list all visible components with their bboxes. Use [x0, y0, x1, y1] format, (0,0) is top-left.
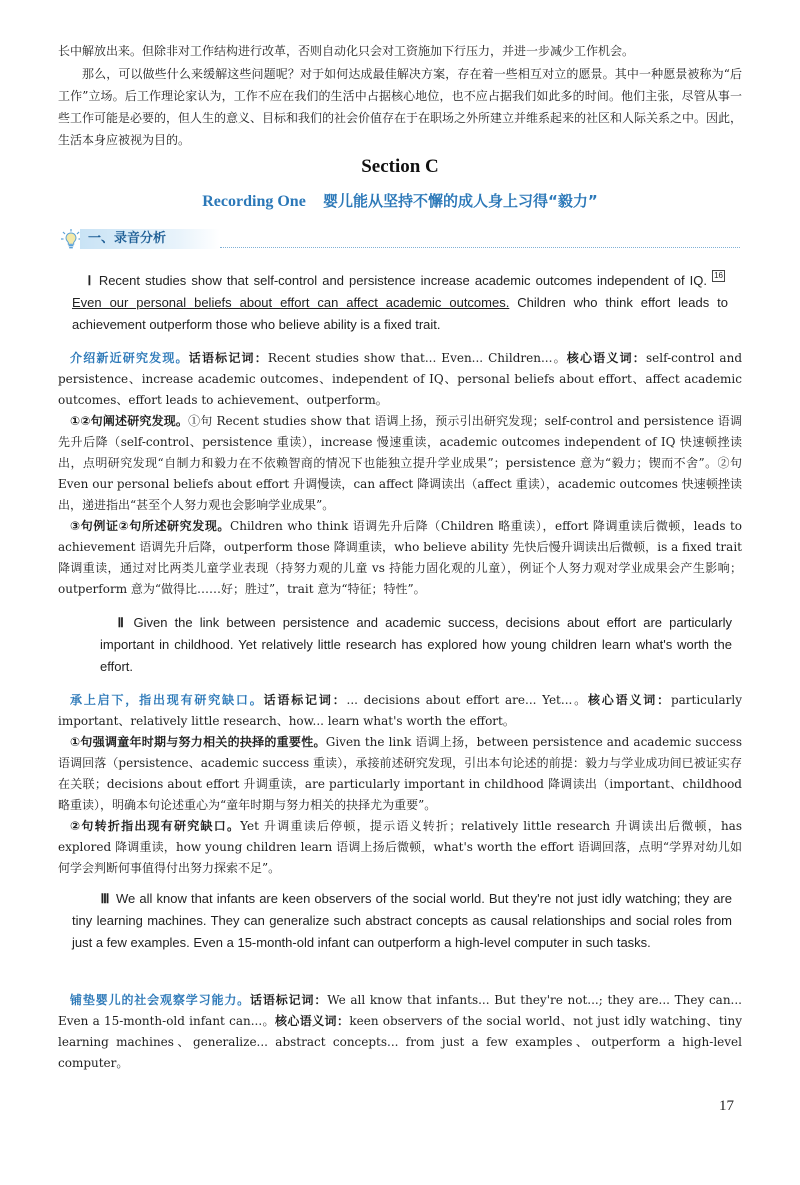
sentence-analysis-heading: ①句强调童年时期与努力相关的抉择的重要性。: [70, 735, 326, 749]
discourse-markers: We all know that infants... But they're not...; they are... They can... Even a 15-month-old infant can...。: [58, 993, 742, 1028]
paragraph-numeral: Ⅲ: [100, 891, 110, 906]
heading-divider: [220, 247, 740, 248]
paragraph-numeral: Ⅱ: [114, 615, 128, 630]
sentence-analysis-heading: ①②句阐述研究发现。: [70, 414, 189, 428]
transcript-text: Given the link between persistence and academic success, decisions about effort are particularly important in childhood. Yet relatively little research has explored how young children learn what's worth the effort.: [100, 615, 732, 674]
core-words-label: 核心语义词：: [587, 693, 671, 707]
section-title: Section C: [361, 156, 439, 177]
core-words: self-control and persistence、increase academic outcomes、independent of IQ、personal beliefs about effort、affect academic outcomes、effort leads to achievement、outperform。: [58, 351, 743, 407]
transcript-paragraph-3: [72, 888, 732, 954]
recording-label: Recording One: [202, 193, 306, 210]
sentence-analysis-heading: ②句转折指出现有研究缺口。: [70, 819, 241, 833]
transcript-sentence-1: Recent studies show that self-control and persistence increase academic outcomes independent of IQ.: [98, 273, 707, 288]
recording-title: [0, 190, 800, 211]
sentence-analysis: Children who think 语调先升后降（Children 略重读），effort 降调重读后微顿，leads to achievement 语调先升后降，outperform those 降调重读，who believe ability 先快后慢升调读出后微顿，is a fixed trait 降调重读，通过对比两类儿童学业表现（持努力观的儿童 vs 持能力固化观的儿童），例证个人努力观对学业成果会产生影响；outperform 意为“做得比……好；胜过”，trait 意为“特征；特性”。: [58, 519, 742, 596]
transcript-paragraph-1: [72, 270, 728, 336]
core-words: particularly important、relatively little research、how... learn what's worth the effort。: [58, 693, 742, 728]
core-words: keen observers of the social world、not just idly watching、tiny learning machines、generalize... abstract concepts... from just a few examples、outperform a high-level computer。: [58, 1014, 742, 1070]
sentence-analysis: Yet 升调重读后停顿，提示语义转折；relatively little research 升调读出后微顿，has explored 降调重读，how young children learn 语调上扬后微顿，what's worth the effort 语调回落，点明“学界对幼儿如何学会判断何事值得付出努力探索不足”。: [58, 819, 742, 875]
analysis-heading: 一、录音分析: [80, 229, 220, 249]
discourse-marker-label: 话语标记词：: [263, 693, 347, 707]
sentence-analysis: Given the link 语调上扬，between persistence and academic success 语调回落（persistence、academic success 重读），承接前述研究发现，引出本句论述的前提：毅力与学业成功间已被证实存在关联；decisions about effort 升调重读，are particularly important in childhood 降调读出（important、childhood 略重读），明确本句论述重心为“童年时期与努力相关的抉择尤为重要”。: [58, 735, 742, 812]
transcript-sentence-2: Even our personal beliefs about effort can affect academic outcomes.: [72, 295, 510, 310]
intro-paragraph-2: 那么，可以做些什么来缓解这些问题呢？对于如何达成最佳解决方案，存在着一些相互对立的愿景。其中一种愿景被称为“后工作”立场。后工作理论家认为，工作不应在我们的生活中占据核心地位，也不应占据我们如此多的时间。他们主张，尽管从事一些工作可能是必要的，但人生的意义、目标和我们的社会价值存在于在职场之外所建立并维系起来的社区和人际关系之中。因此，生活本身应被视为目的。: [58, 67, 743, 147]
sentence-analysis-heading: ③句例证②句所述研究发现。: [70, 519, 231, 533]
discourse-marker-label: 话语标记词：: [188, 351, 268, 365]
analysis-paragraph-3: [58, 990, 742, 1074]
analysis-paragraph-1: [58, 348, 742, 600]
lightbulb-icon: [60, 228, 82, 250]
recording-heading: 婴儿能从坚持不懈的成人身上习得“毅力”: [323, 192, 598, 210]
core-words-label: 核心语义词：: [566, 351, 646, 365]
transcript-text: We all know that infants are keen observers of the social world. But they're not just idly watching; they are tiny learning machines. They can generalize such abstract concepts as causal relationships and social roles from just a few examples. Even a 15-month-old infant can outperform a high-level computer in such tasks.: [72, 891, 732, 950]
discourse-marker-label: 话语标记词：: [250, 993, 328, 1007]
discourse-markers: ... decisions about effort are... Yet...。: [346, 693, 588, 707]
question-number-badge: 16: [714, 271, 723, 280]
paragraph-numeral: Ⅰ: [86, 273, 93, 288]
transcript-sentence-3: Children who think effort leads to achievement outperform those who believe ability is a fixed trait.: [72, 295, 728, 332]
sentence-analysis: ①句 Recent studies show that 语调上扬，预示引出研究发现；self-control and persistence 语调先升后降（self-control、persistence 重读），increase 慢速重读，academic outcomes independent of IQ 快速顿挫读出，点明研究发现“自制力和毅力在不依赖智商的情况下也能独立提升学业成果”；persistence 意为“毅力；锲而不舍”。②句 Even our personal beliefs about effort 升调慢读，can affect 降调读出（affect 重读），academic outcomes 快速顿挫读出，递进指出“甚至个人努力观也会影响学业成果”。: [58, 414, 742, 512]
page-number: 17: [719, 1098, 734, 1114]
analysis-heading-bar: [60, 228, 740, 250]
discourse-markers: Recent studies show that... Even... Children...。: [267, 351, 567, 365]
analysis-summary: 介绍新近研究发现。: [70, 351, 189, 365]
analysis-summary: 承上启下，指出现有研究缺口。: [70, 693, 264, 707]
transcript-paragraph-2: [100, 612, 732, 678]
analysis-summary: 铺垫婴儿的社会观察学习能力。: [70, 993, 251, 1007]
intro-paragraph-1: 长中解放出来。但除非对工作结构进行改革，否则自动化只会对工资施加下行压力，并进一步减少工作机会。: [58, 44, 635, 58]
core-words-label: 核心语义词：: [274, 1014, 350, 1028]
analysis-paragraph-2: [58, 690, 742, 879]
